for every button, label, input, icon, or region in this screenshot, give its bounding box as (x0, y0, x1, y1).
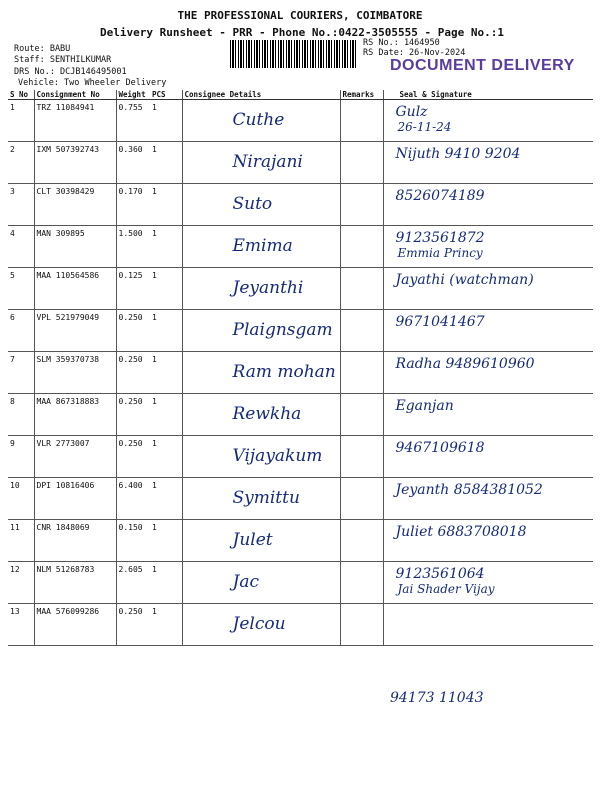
row-consignee (182, 520, 340, 562)
row-weight: 6.400 (116, 478, 150, 520)
document-delivery-stamp: DOCUMENT DELIVERY (390, 57, 575, 74)
row-pcs: 1 (150, 394, 182, 436)
row-remarks (340, 184, 383, 226)
vehicle-label: Vehicle: Two Wheeler Delivery (18, 78, 167, 88)
table-row (8, 100, 593, 142)
drs-label: DRS No.: DCJB146495001 (14, 67, 127, 77)
consignee-handwriting: Julet (232, 530, 273, 550)
row-remarks (340, 604, 383, 646)
row-pcs: 1 (150, 478, 182, 520)
signature-handwriting: Jayathi (watchman) (395, 272, 534, 288)
consignee-handwriting: Jac (232, 572, 259, 592)
col-consignee: Consignee Details (182, 90, 340, 100)
row-remarks (340, 310, 383, 352)
route-label: Route: BABU (14, 44, 71, 54)
row-pcs: 1 (150, 604, 182, 646)
row-sno: 9 (8, 436, 34, 478)
row-weight: 2.605 (116, 562, 150, 604)
row-consignment-no: NLM 51268783 (34, 562, 116, 604)
signature-handwriting: 9671041467 (395, 314, 485, 330)
row-pcs: 1 (150, 520, 182, 562)
row-remarks (340, 562, 383, 604)
signature-handwriting: Juliet 6883708018 (395, 524, 527, 540)
row-consignment-no: CLT 30398429 (34, 184, 116, 226)
consignee-handwriting: Vijayakum (232, 446, 323, 466)
row-consignee (182, 142, 340, 184)
row-sno: 13 (8, 604, 34, 646)
signature-handwriting: Eganjan (395, 398, 454, 414)
row-sno: 3 (8, 184, 34, 226)
consignee-handwriting: Suto (232, 194, 273, 214)
rs-date: RS Date: 26-Nov-2024 (363, 48, 466, 58)
row-consignee (182, 604, 340, 646)
row-weight: 0.150 (116, 520, 150, 562)
table-row (8, 268, 593, 310)
table-row (8, 562, 593, 604)
col-pcs: PCS (150, 90, 182, 100)
signature-handwriting: 8526074189 (395, 188, 485, 204)
table-row (8, 478, 593, 520)
consignee-handwriting: Cuthe (232, 110, 285, 130)
consignee-handwriting: Jeyanthi (232, 278, 304, 298)
row-consignee (182, 226, 340, 268)
row-weight: 0.250 (116, 310, 150, 352)
row-consignment-no: SLM 359370738 (34, 352, 116, 394)
row-consignment-no: DPI 10816406 (34, 478, 116, 520)
consignee-handwriting: Plaignsgam (232, 320, 333, 340)
row-pcs: 1 (150, 562, 182, 604)
row-weight: 0.170 (116, 184, 150, 226)
row-pcs: 1 (150, 310, 182, 352)
row-consignee (182, 394, 340, 436)
row-remarks (340, 352, 383, 394)
signature-note: Jai Shader Vijay (397, 582, 495, 596)
row-pcs: 1 (150, 184, 182, 226)
row-signature (383, 184, 593, 226)
table-header-row (8, 90, 593, 100)
runsheet-subtitle: Delivery Runsheet - PRR - Phone No.:0422-3505555 - Page No.:1 (100, 26, 504, 39)
row-signature (383, 142, 593, 184)
row-weight: 0.250 (116, 436, 150, 478)
company-title: THE PROFESSIONAL COURIERS, COIMBATORE (177, 9, 423, 22)
row-consignment-no: TRZ 11084941 (34, 100, 116, 142)
row-consignee (182, 268, 340, 310)
col-consignment: Consignment No (34, 90, 116, 100)
row-weight: 0.250 (116, 394, 150, 436)
row-sno: 11 (8, 520, 34, 562)
row-consignment-no: MAA 867318883 (34, 394, 116, 436)
row-consignee (182, 310, 340, 352)
row-pcs: 1 (150, 352, 182, 394)
row-remarks (340, 226, 383, 268)
row-consignment-no: VLR 2773007 (34, 436, 116, 478)
row-consignee (182, 100, 340, 142)
row-pcs: 1 (150, 268, 182, 310)
row-signature (383, 520, 593, 562)
row-signature (383, 268, 593, 310)
row-consignment-no: CNR 1848069 (34, 520, 116, 562)
staff-label: Staff: SENTHILKUMAR (14, 55, 112, 65)
row-sno: 10 (8, 478, 34, 520)
signature-handwriting: 9123561064 (395, 566, 485, 582)
row-weight: 0.360 (116, 142, 150, 184)
row-remarks (340, 100, 383, 142)
row-remarks (340, 142, 383, 184)
row-sno: 2 (8, 142, 34, 184)
table-row (8, 436, 593, 478)
table-row (8, 352, 593, 394)
signature-handwriting: 9123561872 (395, 230, 485, 246)
row-consignment-no: MAN 309895 (34, 226, 116, 268)
row-sno: 4 (8, 226, 34, 268)
table-row (8, 226, 593, 268)
signature-handwriting: Radha 9489610960 (395, 356, 535, 372)
signature-note: 26-11-24 (397, 120, 452, 134)
table-row (8, 520, 593, 562)
table-row (8, 394, 593, 436)
row-sno: 12 (8, 562, 34, 604)
signature-handwriting: Gulz (395, 104, 428, 120)
row-consignment-no: VPL 521979049 (34, 310, 116, 352)
row-remarks (340, 520, 383, 562)
consignee-handwriting: Jelcou (232, 614, 286, 634)
table-row (8, 184, 593, 226)
row-remarks (340, 436, 383, 478)
row-weight: 0.755 (116, 100, 150, 142)
row-signature (383, 436, 593, 478)
row-remarks (340, 394, 383, 436)
row-pcs: 1 (150, 100, 182, 142)
rs-number: RS No.: 1464950 (363, 38, 440, 48)
row-sno: 6 (8, 310, 34, 352)
row-signature (383, 100, 593, 142)
row-weight: 1.500 (116, 226, 150, 268)
table-row (8, 604, 593, 646)
row-weight: 0.250 (116, 604, 150, 646)
row-consignee (182, 478, 340, 520)
row-consignee (182, 562, 340, 604)
row-remarks (340, 268, 383, 310)
col-seal: Seal & Signature (383, 90, 593, 100)
consignee-handwriting: Nirajani (232, 152, 303, 172)
consignee-handwriting: Symittu (232, 488, 300, 508)
row-pcs: 1 (150, 142, 182, 184)
consignee-handwriting: Ram mohan (232, 362, 336, 382)
row-pcs: 1 (150, 436, 182, 478)
signature-note: Emmia Princy (397, 246, 483, 260)
row-consignment-no: MAA 576099286 (34, 604, 116, 646)
row-consignee (182, 352, 340, 394)
row-pcs: 1 (150, 226, 182, 268)
row-signature (383, 604, 593, 646)
signature-handwriting: Jeyanth 8584381052 (395, 482, 543, 498)
row-consignee (182, 184, 340, 226)
consignee-handwriting: Emima (232, 236, 293, 256)
row-signature (383, 562, 593, 604)
signature-handwriting: Nijuth 9410 9204 (395, 146, 521, 162)
row-signature (383, 310, 593, 352)
row-consignment-no: IXM 507392743 (34, 142, 116, 184)
col-sno: S No (8, 90, 34, 100)
barcode-image (230, 40, 358, 68)
row-sno: 1 (8, 100, 34, 142)
table-row (8, 310, 593, 352)
consignee-handwriting: Rewkha (232, 404, 302, 424)
row-signature (383, 226, 593, 268)
col-remarks: Remarks (340, 90, 383, 100)
row-consignment-no: MAA 110564586 (34, 268, 116, 310)
row-sno: 8 (8, 394, 34, 436)
runsheet-table (8, 90, 593, 646)
row-sno: 5 (8, 268, 34, 310)
col-weight: Weight (116, 90, 150, 100)
row-sno: 7 (8, 352, 34, 394)
row-weight: 0.250 (116, 352, 150, 394)
row-signature (383, 352, 593, 394)
row-signature (383, 478, 593, 520)
table-row (8, 142, 593, 184)
signature-handwriting: 9467109618 (395, 440, 485, 456)
handwritten-note: 94173 11043 (390, 690, 484, 706)
row-remarks (340, 478, 383, 520)
row-weight: 0.125 (116, 268, 150, 310)
row-signature (383, 394, 593, 436)
row-consignee (182, 436, 340, 478)
